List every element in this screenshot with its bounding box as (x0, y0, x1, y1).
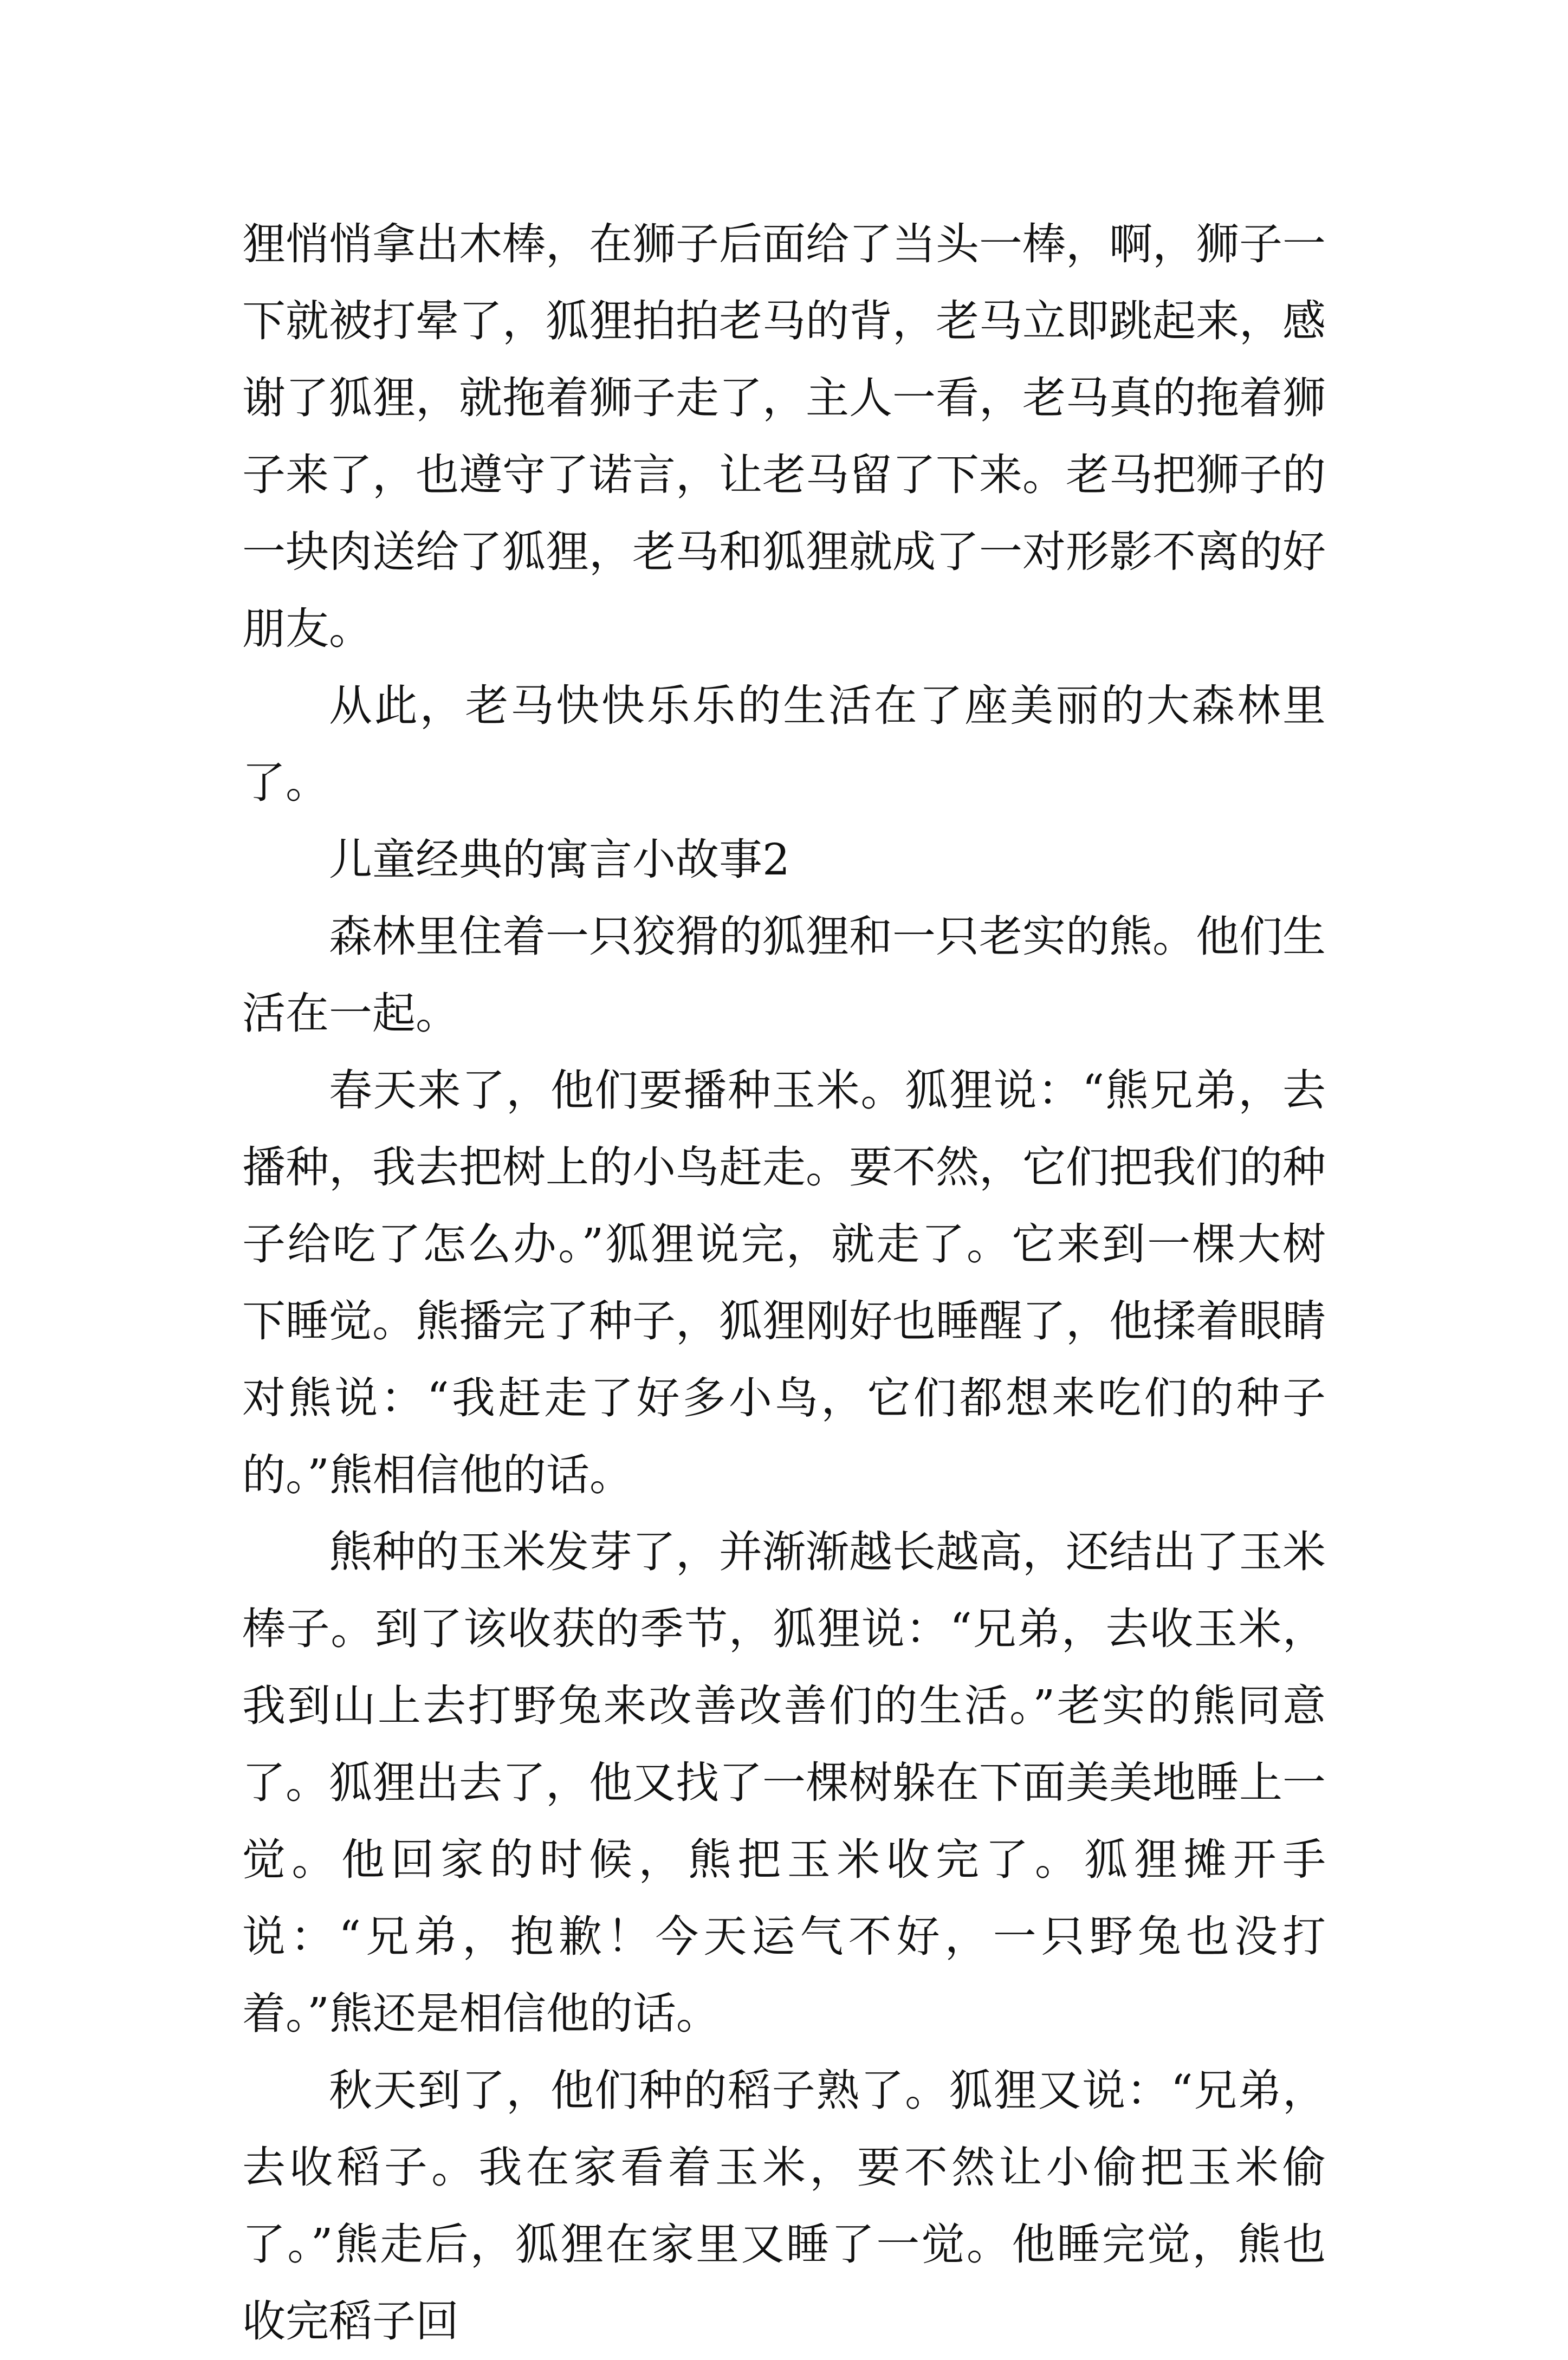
document-body (242, 206, 1326, 2360)
paragraph-spring: 春天来了，他们要播种玉米。狐狸说：“熊兄弟，去播种，我去把树上的小鸟赶走。要不然，它们把我们的种子给吃了怎么办。”狐狸说完，就走了。它来到一棵大树下睡觉。熊播完了种子，狐狸刚好也睡醒了，他揉着眼睛对熊说：“我赶走了好多小鸟，它们都想来吃们的种子的。”熊相信他的话。 (242, 1065, 1326, 1500)
paragraph-ending: 从此，老马快快乐乐的生活在了座美丽的大森林里了。 (242, 680, 1326, 808)
story-title: 儿童经典的寓言小故事2 (329, 834, 790, 885)
paragraph-intro: 森林里住着一只狡猾的狐狸和一只老实的熊。他们生活在一起。 (242, 911, 1326, 1039)
paragraph-continuation: 狸悄悄拿出木棒，在狮子后面给了当头一棒，啊，狮子一下就被打晕了，狐狸拍拍老马的背，老马立即跳起来，感谢了狐狸，就拖着狮子走了，主人一看，老马真的拖着狮子来了，也遵守了诺言，让老马留了下来。老马把狮子的一块肉送给了狐狸，老马和狐狸就成了一对形影不离的好朋友。 (242, 219, 1326, 654)
paragraph-autumn: 秋天到了，他们种的稻子熟了。狐狸又说：“兄弟，去收稻子。我在家看着玉米，要不然让小偷把玉米偷了。”熊走后，狐狸在家里又睡了一觉。他睡完觉，熊也收完稻子回 (242, 2065, 1326, 2346)
paragraph-harvest-corn: 熊种的玉米发芽了，并渐渐越长越高，还结出了玉米棒子。到了该收获的季节，狐狸说：“兄弟，去收玉米，我到山上去打野兔来改善改善们的生活。”老实的熊同意了。狐狸出去了，他又找了一棵树躲在下面美美地睡上一觉。他回家的时候，熊把玉米收完了。狐狸摊开手说：“兄弟，抱歉！今天运气不好，一只野兔也没打着。”熊还是相信他的话。 (242, 1527, 1326, 2039)
